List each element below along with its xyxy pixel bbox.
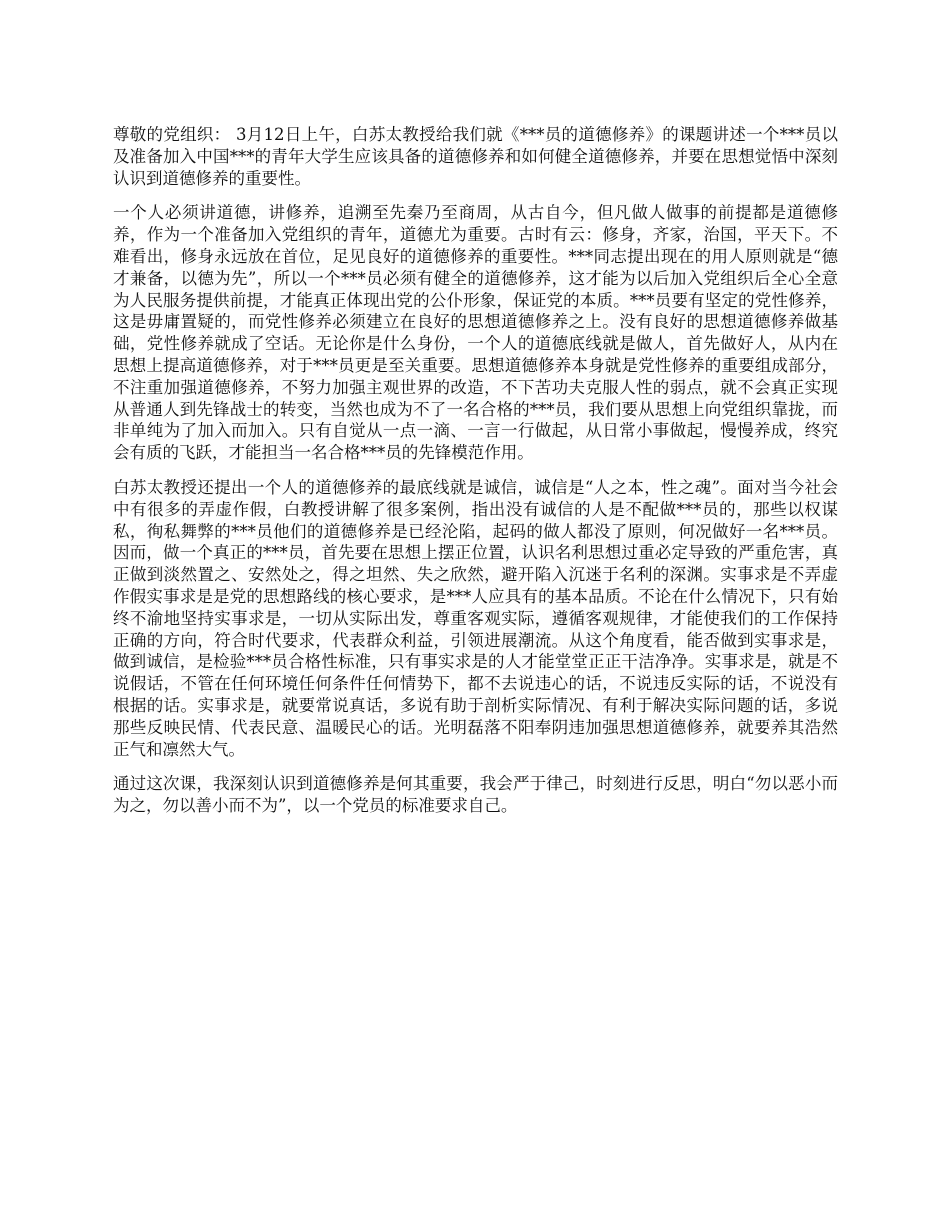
paragraph-moral-cultivation: 一个人必须讲道德，讲修养，追溯至先秦乃至商周，从古自今，但凡做人做事的前提都是道德修养，作为一个准备加入党组织的青年，道德尤为重要。古时有云：修身，齐家，治国，平天下。不难看出，修身永远放在首位，足见良好的道德修养的重要性。***同志提出现在的用人原则就是“德才兼备，以德为先”，所以一个***员必须有健全的道德修养，这才能为以后加入党组织后全心全意为人民服务提供前提，才能真正体现出党的公仆形象，保证党的本质。***员要有坚定的党性修养，这是毋庸置疑的，而党性修养必须建立在良好的思想道德修养之上。没有良好的思想道德修养做基础，党性修养就成了空话。无论你是什么身份，一个人的道德底线就是做人，首先做好人，从内在思想上提高道德修养，对于***员更是至关重要。思想道德修养本身就是党性修养的重要组成部分，不注重加强道德修养，不努力加强主观世界的改造，不下苦功夫克服人性的弱点，就不会真正实现从普通人到先锋战士的转变，当然也成为不了一名合格的***员，我们要从思想上向党组织靠拢，而非单纯为了加入而加入。只有自觉从一点一滴、一言一行做起，从日常小事做起，慢慢养成，终究会有质的飞跃，才能担当一名合格***员的先锋模范作用。 xyxy=(113,203,838,463)
paragraph-conclusion: 通过这次课，我深刻认识到道德修养是何其重要，我会严于律己，时刻进行反思，明白“勿以恶小而为之，勿以善小而不为”，以一个党员的标准要求自己。 xyxy=(113,774,838,816)
paragraph-greeting: 尊敬的党组织： 3月12日上午，白苏太教授给我们就《***员的道德修养》的课题讲述一个***员以及准备加入中国***的青年大学生应该具备的道德修养和如何健全道德修养，并要在思想觉悟中深刻认识到道德修养的重要性。 xyxy=(113,125,838,188)
paragraph-integrity: 白苏太教授还提出一个人的道德修养的最底线就是诚信，诚信是“人之本，性之魂”。面对当今社会中有很多的弄虚作假，白教授讲解了很多案例，指出没有诚信的人是不配做***员的，那些以权谋私，徇私舞弊的***员他们的道德修养是已经沦陷，起码的做人都没了原则，何况做好一名***员。因而，做一个真正的***员，首先要在思想上摆正位置，认识名利思想过重必定导致的严重危害，真正做到淡然置之、安然处之，得之坦然、失之欣然，避开陷入沉迷于名利的深渊。实事求是不弄虚作假实事求是是党的思想路线的核心要求，是***人应具有的基本品质。不论在什么情况下，只有始终不渝地坚持实事求是，一切从实际出发，尊重客观实际，遵循客观规律，才能使我们的工作保持正确的方向，符合时代要求，代表群众利益，引领进展潮流。从这个角度看，能否做到实事求是，做到诚信，是检验***员合格性标准，只有事实求是的人才能堂堂正正干洁净净。实事求是，就是不说假话，不管在任何环境任何条件任何情势下，都不去说违心的话，不说违反实际的话，不说没有根据的话。实事求是，就要常说真话，多说有助于剖析实际情况、有利于解决实际问题的话，多说那些反映民情、代表民意、温暖民心的话。光明磊落不阳奉阴违加强思想道德修养，就要养其浩然正气和凛然大气。 xyxy=(113,477,838,759)
document-body xyxy=(113,124,838,830)
